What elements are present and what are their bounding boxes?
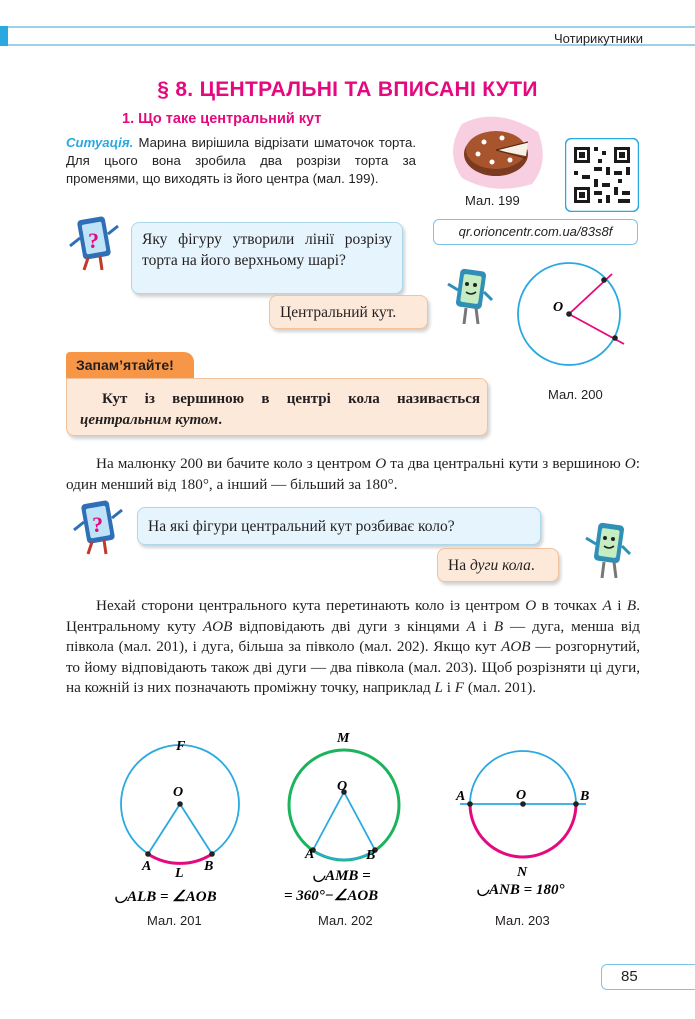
p2-var-2: A	[602, 597, 612, 614]
answer-2-end: .	[530, 557, 535, 574]
figure-199-caption: Мал. 199	[465, 193, 520, 208]
fig200-label-o: O	[553, 300, 564, 315]
fig202-label-m: M	[337, 731, 350, 746]
svg-text:?: ?	[92, 512, 103, 537]
fig202-label-o: O	[337, 779, 348, 794]
fig201-label-f: F	[176, 739, 186, 754]
remember-text-main: Кут із вершиною в центрі кола називається	[102, 391, 480, 407]
p2-var-7: AOB	[501, 638, 531, 655]
answer-bubble-2	[437, 548, 559, 582]
p2-text-2: в точках	[536, 597, 603, 614]
character-question-icon	[66, 214, 130, 274]
p2-text-10: (мал. 201).	[464, 679, 537, 696]
p2-text-6: і	[475, 617, 494, 635]
fig202-radius-b	[344, 792, 375, 850]
situation-body: Марина вирішила відрізати шматочок торта. Для цього вона зробила два розрізи торта за променями, що виходять із його центра (мал. 199).	[66, 135, 416, 186]
subsection-title: 1. Що таке центральний кут	[122, 111, 322, 127]
fig201-label-a: A	[142, 859, 152, 874]
fig200-point-1	[601, 277, 607, 283]
fig203-label-a: A	[456, 789, 466, 804]
cake-decor-5	[508, 158, 513, 163]
answer-2-term: дуги кола	[469, 557, 531, 574]
figure-203-diagram	[450, 736, 610, 902]
figure-200-diagram	[508, 256, 638, 380]
remember-text	[80, 389, 480, 431]
question-bubble-2: На які фігури центральний кут розбиває коло?	[137, 507, 541, 545]
fig201-point-b	[209, 851, 215, 857]
header-marker	[0, 26, 8, 46]
p1-var-1: O	[375, 455, 387, 472]
section-title: § 8. ЦЕНТРАЛЬНІ ТА ВПИСАНІ КУТИ	[157, 78, 538, 101]
figure-201-diagram	[110, 734, 260, 910]
fig203-formula: ◡ANB = 180°	[476, 882, 565, 898]
fig200-center-point	[566, 311, 572, 317]
situation-text	[66, 134, 416, 188]
paragraph-1	[66, 454, 640, 495]
fig203-point-b	[573, 801, 579, 807]
answer-bubble-1: Центральний кут.	[269, 295, 428, 329]
remember-term: центральним кутом	[80, 412, 219, 428]
fig200-point-2	[612, 335, 618, 341]
p2-var-4: AOB	[202, 617, 233, 635]
fig201-minor-arc	[148, 854, 212, 863]
figure-202-diagram	[282, 726, 412, 912]
cake-decor-3	[476, 152, 481, 157]
cake-decor-4	[490, 160, 495, 165]
fig202-label-a: A	[305, 847, 315, 862]
situation-label: Ситуація.	[66, 135, 134, 150]
p2-var-5: A	[466, 617, 476, 635]
paragraph-2	[66, 596, 640, 699]
p1-text-1: На малюнку 200 ви бачите коло з центром	[96, 455, 376, 472]
fig202-major-arc	[289, 750, 399, 860]
page-number-box	[601, 964, 695, 990]
fig201-point-a	[145, 851, 151, 857]
answer-2-pre: На	[448, 557, 470, 574]
p2-var-8: L	[434, 679, 443, 696]
p1-var-2: O	[624, 455, 636, 472]
p2-text-3: і	[611, 597, 627, 614]
p2-text-9: і	[442, 679, 455, 696]
remember-text-end: .	[218, 412, 222, 428]
cake-decor-1	[482, 140, 487, 145]
svg-text:?: ?	[88, 228, 99, 253]
fig201-formula: ◡ALB = ∠AOB	[114, 889, 217, 905]
chapter-title: Чотирикутники	[554, 31, 643, 46]
fig201-label-l: L	[175, 866, 184, 881]
p2-text-4: . Центральному куту	[66, 597, 640, 635]
fig202-radius-a	[313, 792, 344, 850]
fig203-label-b: B	[580, 789, 590, 804]
p2-var-6: B	[493, 617, 504, 635]
fig202-formula-1: ◡AMB =	[312, 868, 371, 884]
remember-tab: Запам’ятайте!	[66, 352, 194, 378]
fig203-lower-arc	[470, 804, 576, 857]
p1-text-3: : один менший від 180°, а інший — більший за 180°.	[66, 455, 640, 493]
p2-text-8: — розгорнутий, то йому відповідають також дві дуги — два півкола (мал. 203). Щоб розрізняти ці дуги, на кожній із них позначають проміжну точку, наприклад	[66, 638, 640, 696]
fig201-radius-b	[180, 804, 212, 854]
character-question-icon-2	[70, 498, 134, 558]
figure-202-caption: Мал. 202	[318, 913, 373, 928]
p2-text-5: відповідають дві дуги з кінцями	[232, 617, 467, 635]
question-bubble-1: Яку фігуру утворили лінії розрізу торта на його верхньому шарі?	[131, 222, 403, 294]
fig202-formula-2: = 360°−∠AOB	[284, 888, 379, 904]
p2-var-1: O	[525, 597, 537, 614]
fig201-label-b: B	[204, 859, 214, 874]
qr-code-icon[interactable]	[565, 138, 639, 212]
fig201-radius-a	[148, 804, 180, 854]
figure-201-caption: Мал. 201	[147, 913, 202, 928]
cake-decor-2	[500, 136, 505, 141]
figure-203-caption: Мал. 203	[495, 913, 550, 928]
p2-var-9: F	[454, 679, 465, 696]
fig203-point-a	[467, 801, 473, 807]
character-answer-icon	[442, 266, 500, 328]
p2-var-3: B	[626, 597, 637, 614]
fig202-label-b: B	[366, 848, 376, 863]
fig203-label-o: O	[516, 788, 527, 803]
cake-illustration	[448, 112, 548, 192]
character-answer-icon-2	[580, 520, 638, 582]
fig201-label-o: O	[173, 785, 184, 800]
p2-text-7: — дуга, менша від півкола (мал. 201), і дуга, більша за півколо (мал. 202). Якщо кут	[66, 617, 641, 655]
fig201-center-point	[177, 801, 183, 807]
fig203-label-n: N	[517, 865, 528, 880]
p1-text-2: та два центральні кути з вершиною	[386, 455, 625, 472]
qr-link[interactable]: qr.orioncentr.com.ua/83s8f	[433, 219, 638, 245]
figure-200-caption: Мал. 200	[548, 387, 603, 402]
page-number: 85	[621, 968, 638, 985]
p2-text-1: Нехай сторони центрального кута перетинають коло із центром	[96, 597, 526, 614]
